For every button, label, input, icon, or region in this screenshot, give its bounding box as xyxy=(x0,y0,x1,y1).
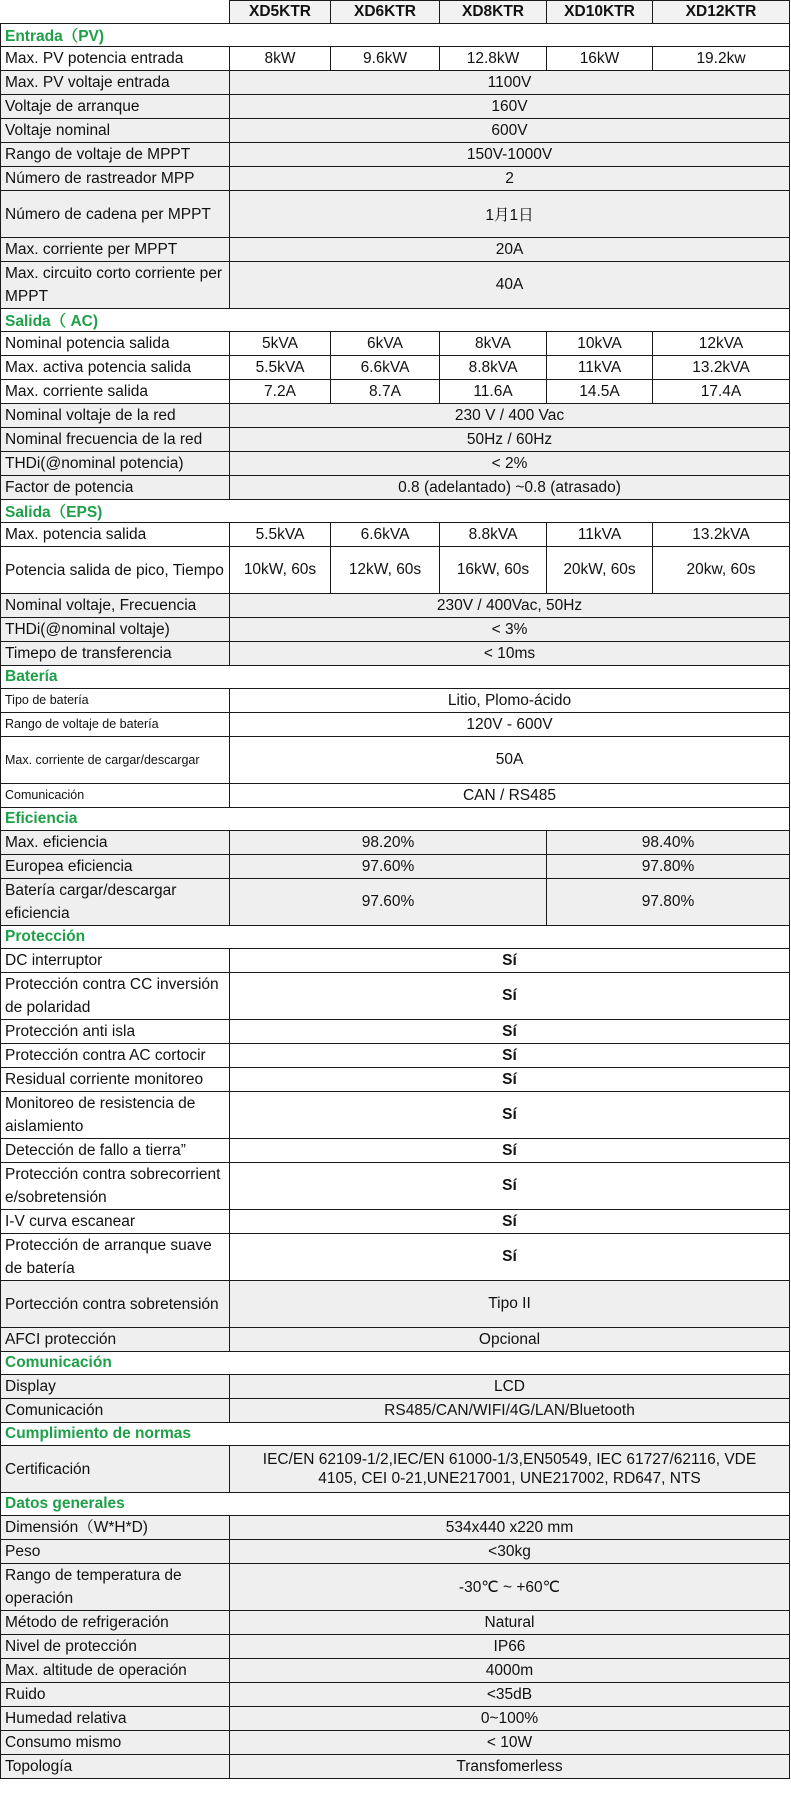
cell-value: 97.60% xyxy=(230,879,547,926)
row-label: Rango de voltaje de MPPT xyxy=(1,143,230,167)
table-row xyxy=(1,1044,790,1068)
row-label: Rango de temperatura de operación xyxy=(1,1564,230,1611)
row-label: Europea eficiencia xyxy=(1,855,230,879)
row-label: Max. activa potencia salida xyxy=(1,356,230,380)
table-row xyxy=(1,332,790,356)
cell-value: <30kg xyxy=(230,1540,790,1564)
cell-value: 11kVA xyxy=(547,523,653,547)
cell-value: 6kVA xyxy=(331,332,440,356)
row-label: Nominal voltaje, Frecuencia xyxy=(1,594,230,618)
row-label: Consumo mismo xyxy=(1,1731,230,1755)
row-label: AFCI protección xyxy=(1,1328,230,1352)
cell-value: 9.6kW xyxy=(331,47,440,71)
section-title-pv: Entrada（PV) xyxy=(1,24,790,47)
table-row xyxy=(1,143,790,167)
row-label: Topología xyxy=(1,1755,230,1779)
table-row xyxy=(1,713,790,737)
row-label: Nominal frecuencia de la red xyxy=(1,428,230,452)
row-label: THDi(@nominal voltaje) xyxy=(1,618,230,642)
table-row xyxy=(1,428,790,452)
row-label: Comunicación xyxy=(1,784,230,808)
cell-value: 230 V / 400 Vac xyxy=(230,404,790,428)
cell-value: 10kVA xyxy=(547,332,653,356)
table-row xyxy=(1,642,790,666)
cell-value: 600V xyxy=(230,119,790,143)
cell-value: Natural xyxy=(230,1611,790,1635)
cell-value: 17.4A xyxy=(653,380,790,404)
cell-value: 13.2kVA xyxy=(653,356,790,380)
cell-value: < 3% xyxy=(230,618,790,642)
table-row xyxy=(1,380,790,404)
cell-value: 160V xyxy=(230,95,790,119)
table-row xyxy=(1,404,790,428)
cell-value: 5.5kVA xyxy=(230,523,331,547)
cell-value: 97.80% xyxy=(547,855,790,879)
cell-value: 2 xyxy=(230,167,790,191)
cell-value: 0~100% xyxy=(230,1707,790,1731)
cell-value: 40A xyxy=(230,262,790,309)
row-label: Display xyxy=(1,1375,230,1399)
table-row xyxy=(1,1611,790,1635)
row-label: Nivel de protección xyxy=(1,1635,230,1659)
table-row xyxy=(1,1068,790,1092)
cell-value: Sí xyxy=(230,1234,790,1281)
table-row xyxy=(1,523,790,547)
row-label: I-V curva escanear xyxy=(1,1210,230,1234)
cell-value: 5kVA xyxy=(230,332,331,356)
model-header: XD12KTR xyxy=(653,1,790,24)
cell-value: 4000m xyxy=(230,1659,790,1683)
table-row xyxy=(1,476,790,500)
cell-value: 11.6A xyxy=(440,380,547,404)
row-label: Número de cadena per MPPT xyxy=(1,191,230,238)
cell-value: 13.2kVA xyxy=(653,523,790,547)
table-row xyxy=(1,1635,790,1659)
cell-value: 534x440 x220 mm xyxy=(230,1516,790,1540)
table-row xyxy=(1,547,790,594)
cell-value: 230V / 400Vac, 50Hz xyxy=(230,594,790,618)
cell-value: 50A xyxy=(230,737,790,784)
row-label: Número de rastreador MPP xyxy=(1,167,230,191)
table-row xyxy=(1,1020,790,1044)
cell-value: < 10ms xyxy=(230,642,790,666)
section-title-standards: Cumplimiento de normas xyxy=(1,1423,790,1446)
row-label: Max. potencia salida xyxy=(1,523,230,547)
cell-value: IEC/EN 62109-1/2,IEC/EN 61000-1/3,EN50549, IEC 61727/62116, VDE 4105, CEI 0-21,UNE217001, UNE217002, RD647, NTS xyxy=(230,1446,790,1493)
model-header: XD6KTR xyxy=(331,1,440,24)
cell-value: Sí xyxy=(230,1210,790,1234)
row-label: Protección contra sobrecorriente/sobretensión xyxy=(1,1163,230,1210)
row-label: Max. altitude de operación xyxy=(1,1659,230,1683)
table-row xyxy=(1,855,790,879)
cell-value: < 2% xyxy=(230,452,790,476)
row-label: Max. circuito corto corriente per MPPT xyxy=(1,262,230,309)
table-row xyxy=(1,1707,790,1731)
row-label: Método de refrigeración xyxy=(1,1611,230,1635)
table-row xyxy=(1,1755,790,1779)
table-row xyxy=(1,1092,790,1139)
row-label: Dimensión（W*H*D) xyxy=(1,1516,230,1540)
table-row xyxy=(1,356,790,380)
row-label: Certificación xyxy=(1,1446,230,1493)
cell-value: -30℃ ~ +60℃ xyxy=(230,1564,790,1611)
table-row xyxy=(1,973,790,1020)
row-label: Rango de voltaje de batería xyxy=(1,713,230,737)
cell-value: 10kW, 60s xyxy=(230,547,331,594)
cell-value: 6.6kVA xyxy=(331,523,440,547)
table-row xyxy=(1,167,790,191)
cell-value: 1月1日 xyxy=(230,191,790,238)
cell-value: Sí xyxy=(230,1092,790,1139)
cell-value: <35dB xyxy=(230,1683,790,1707)
cell-value: Sí xyxy=(230,1163,790,1210)
section-title-eps: Salida（EPS) xyxy=(1,500,790,523)
row-label: Detección de fallo a tierra” xyxy=(1,1139,230,1163)
section-title-protection: Protección xyxy=(1,926,790,949)
table-row xyxy=(1,689,790,713)
cell-value: 12.8kW xyxy=(440,47,547,71)
cell-value: Sí xyxy=(230,1020,790,1044)
row-label: Nominal voltaje de la red xyxy=(1,404,230,428)
cell-value: 97.60% xyxy=(230,855,547,879)
cell-value: Sí xyxy=(230,973,790,1020)
table-row xyxy=(1,1375,790,1399)
cell-value: 1100V xyxy=(230,71,790,95)
table-row xyxy=(1,784,790,808)
model-header: XD5KTR xyxy=(230,1,331,24)
cell-value: Tipo II xyxy=(230,1281,790,1328)
section-title-ac: Salida（ AC) xyxy=(1,309,790,332)
table-row xyxy=(1,594,790,618)
cell-value: 19.2kw xyxy=(653,47,790,71)
cell-value: Sí xyxy=(230,1068,790,1092)
row-label: Protección anti isla xyxy=(1,1020,230,1044)
cell-value: 8kVA xyxy=(440,332,547,356)
row-label: Voltaje de arranque xyxy=(1,95,230,119)
cell-value: Transfomerless xyxy=(230,1755,790,1779)
cell-value: Opcional xyxy=(230,1328,790,1352)
cell-value: 8.8kVA xyxy=(440,356,547,380)
table-row xyxy=(1,262,790,309)
row-label: Potencia salida de pico, Tiempo xyxy=(1,547,230,594)
row-label: Batería cargar/descargar eficiencia xyxy=(1,879,230,926)
row-label: Comunicación xyxy=(1,1399,230,1423)
cell-value: 12kW, 60s xyxy=(331,547,440,594)
table-row xyxy=(1,119,790,143)
row-label: Protección contra CC inversión de polaridad xyxy=(1,973,230,1020)
cell-value: 50Hz / 60Hz xyxy=(230,428,790,452)
table-row xyxy=(1,1446,790,1493)
table-row xyxy=(1,1516,790,1540)
table-row xyxy=(1,1659,790,1683)
row-label: Voltaje nominal xyxy=(1,119,230,143)
cell-value: 20A xyxy=(230,238,790,262)
cell-value: 8.8kVA xyxy=(440,523,547,547)
section-title-general: Datos generales xyxy=(1,1493,790,1516)
cell-value: < 10W xyxy=(230,1731,790,1755)
cell-value: 98.40% xyxy=(547,831,790,855)
cell-value: 20kW, 60s xyxy=(547,547,653,594)
table-row xyxy=(1,831,790,855)
row-label: Max. PV potencia entrada xyxy=(1,47,230,71)
table-row xyxy=(1,879,790,926)
cell-value: 5.5kVA xyxy=(230,356,331,380)
model-header-row xyxy=(1,1,790,24)
cell-value: IP66 xyxy=(230,1635,790,1659)
table-row xyxy=(1,1328,790,1352)
table-row xyxy=(1,452,790,476)
table-row xyxy=(1,238,790,262)
cell-value: 6.6kVA xyxy=(331,356,440,380)
cell-value: 16kW, 60s xyxy=(440,547,547,594)
cell-value: Litio, Plomo-ácido xyxy=(230,689,790,713)
table-row xyxy=(1,95,790,119)
table-row xyxy=(1,1564,790,1611)
cell-value: 120V - 600V xyxy=(230,713,790,737)
row-label: Tipo de batería xyxy=(1,689,230,713)
cell-value: 7.2A xyxy=(230,380,331,404)
row-label: Max. corriente salida xyxy=(1,380,230,404)
table-row xyxy=(1,1399,790,1423)
cell-value: 12kVA xyxy=(653,332,790,356)
cell-value: 14.5A xyxy=(547,380,653,404)
row-label: Max. PV voltaje entrada xyxy=(1,71,230,95)
table-row xyxy=(1,1683,790,1707)
row-label: Portección contra sobretensión xyxy=(1,1281,230,1328)
table-row xyxy=(1,47,790,71)
cell-value: 11kVA xyxy=(547,356,653,380)
row-label: Nominal potencia salida xyxy=(1,332,230,356)
cell-value: 97.80% xyxy=(547,879,790,926)
row-label: Max. corriente per MPPT xyxy=(1,238,230,262)
row-label: DC interruptor xyxy=(1,949,230,973)
row-label: Protección de arranque suave de batería xyxy=(1,1234,230,1281)
row-label: Max. corriente de cargar/descargar xyxy=(1,737,230,784)
table-row xyxy=(1,618,790,642)
row-label: Ruido xyxy=(1,1683,230,1707)
cell-value: 8kW xyxy=(230,47,331,71)
table-row xyxy=(1,1234,790,1281)
cell-value: Sí xyxy=(230,1044,790,1068)
model-header: XD8KTR xyxy=(440,1,547,24)
row-label: Factor de potencia xyxy=(1,476,230,500)
section-title-efficiency: Eficiencia xyxy=(1,808,790,831)
model-header: XD10KTR xyxy=(547,1,653,24)
table-row xyxy=(1,1540,790,1564)
row-label: Protección contra AC cortocir xyxy=(1,1044,230,1068)
table-row xyxy=(1,191,790,238)
table-row xyxy=(1,1163,790,1210)
cell-value: 8.7A xyxy=(331,380,440,404)
row-label: Monitoreo de resistencia de aislamiento xyxy=(1,1092,230,1139)
row-label: THDi(@nominal potencia) xyxy=(1,452,230,476)
cell-value: 16kW xyxy=(547,47,653,71)
table-row xyxy=(1,1210,790,1234)
cell-value: 20kw, 60s xyxy=(653,547,790,594)
cell-value: 98.20% xyxy=(230,831,547,855)
cell-value: CAN / RS485 xyxy=(230,784,790,808)
section-title-battery: Batería xyxy=(1,666,790,689)
row-label: Max. eficiencia xyxy=(1,831,230,855)
cell-value: 0.8 (adelantado) ~0.8 (atrasado) xyxy=(230,476,790,500)
table-row xyxy=(1,1731,790,1755)
section-title-communication: Comunicación xyxy=(1,1352,790,1375)
cell-value: RS485/CAN/WIFI/4G/LAN/Bluetooth xyxy=(230,1399,790,1423)
row-label: Residual corriente monitoreo xyxy=(1,1068,230,1092)
table-row xyxy=(1,71,790,95)
cell-value: Sí xyxy=(230,1139,790,1163)
row-label: Timepo de transferencia xyxy=(1,642,230,666)
table-row xyxy=(1,949,790,973)
table-row xyxy=(1,1139,790,1163)
cell-value: Sí xyxy=(230,949,790,973)
row-label: Peso xyxy=(1,1540,230,1564)
cell-value: LCD xyxy=(230,1375,790,1399)
table-row xyxy=(1,1281,790,1328)
row-label: Humedad relativa xyxy=(1,1707,230,1731)
cell-value: 150V-1000V xyxy=(230,143,790,167)
table-row xyxy=(1,737,790,784)
header-corner xyxy=(1,1,230,24)
